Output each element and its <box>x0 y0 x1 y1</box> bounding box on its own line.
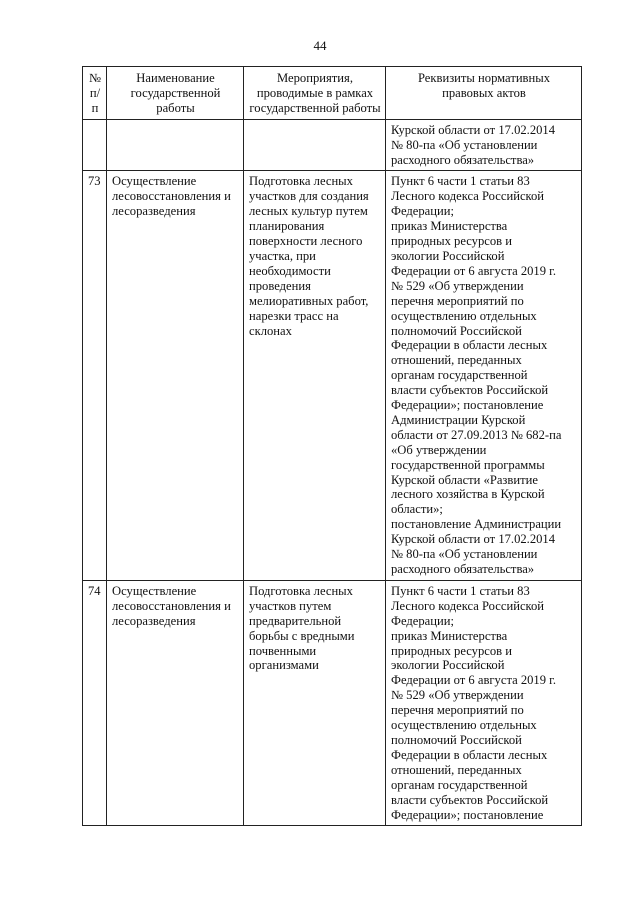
row-number: 74 <box>83 580 107 826</box>
work-name: Осуществление лесовосстановления и лесоразведения <box>107 171 244 580</box>
activity <box>244 119 386 171</box>
table-row <box>83 580 582 826</box>
table-header-row <box>83 67 582 120</box>
work-name <box>107 119 244 171</box>
regulatory-acts: Пункт 6 части 1 статьи 83 Лесного кодекса Российской Федерации; приказ Министерства природных ресурсов и экологии Российской Федерации от 6 августа 2019 г. № 529 «Об утверждении перечня мероприятий по осуществлению отдельных полномочий Российской Федерации в области лесных отношений, переданных органам государственной власти субъектов Российской Федерации»; постановление Администрации Курской области от 27.09.2013 № 682-па «Об утверждении государственной программы Курской области «Развитие лесного хозяйства в Курской области»; постановление Администрации Курской области от 17.02.2014 № 80-па «Об установлении расходного обязательства» <box>386 171 582 580</box>
activity: Подготовка лесных участков для создания лесных культур путем планирования поверхности лесного участка, при необходимости проведения мелиоративных работ, нарезки трасс на склонах <box>244 171 386 580</box>
work-name: Осуществление лесовосстановления и лесоразведения <box>107 580 244 826</box>
regulatory-acts-table <box>82 66 582 826</box>
regulatory-acts: Курской области от 17.02.2014 № 80-па «Об установлении расходного обязательства» <box>386 119 582 171</box>
regulatory-acts: Пункт 6 части 1 статьи 83 Лесного кодекса Российской Федерации; приказ Министерства природных ресурсов и экологии Российской Федерации от 6 августа 2019 г. № 529 «Об утверждении перечня мероприятий по осуществлению отдельных полномочий Российской Федерации в области лесных отношений, переданных органам государственной власти субъектов Российской Федерации»; постановление <box>386 580 582 826</box>
activity: Подготовка лесных участков путем предварительной борьбы с вредными почвенными организмами <box>244 580 386 826</box>
header-number: № п/п <box>83 67 107 120</box>
row-number <box>83 119 107 171</box>
table-row <box>83 119 582 171</box>
header-regulatory-acts: Реквизиты нормативных правовых актов <box>386 67 582 120</box>
row-number: 73 <box>83 171 107 580</box>
page-number: 44 <box>313 38 327 53</box>
header-work-name: Наименование государственной работы <box>107 67 244 120</box>
header-activities: Мероприятия, проводимые в рамках государственной работы <box>244 67 386 120</box>
table-row <box>83 171 582 580</box>
